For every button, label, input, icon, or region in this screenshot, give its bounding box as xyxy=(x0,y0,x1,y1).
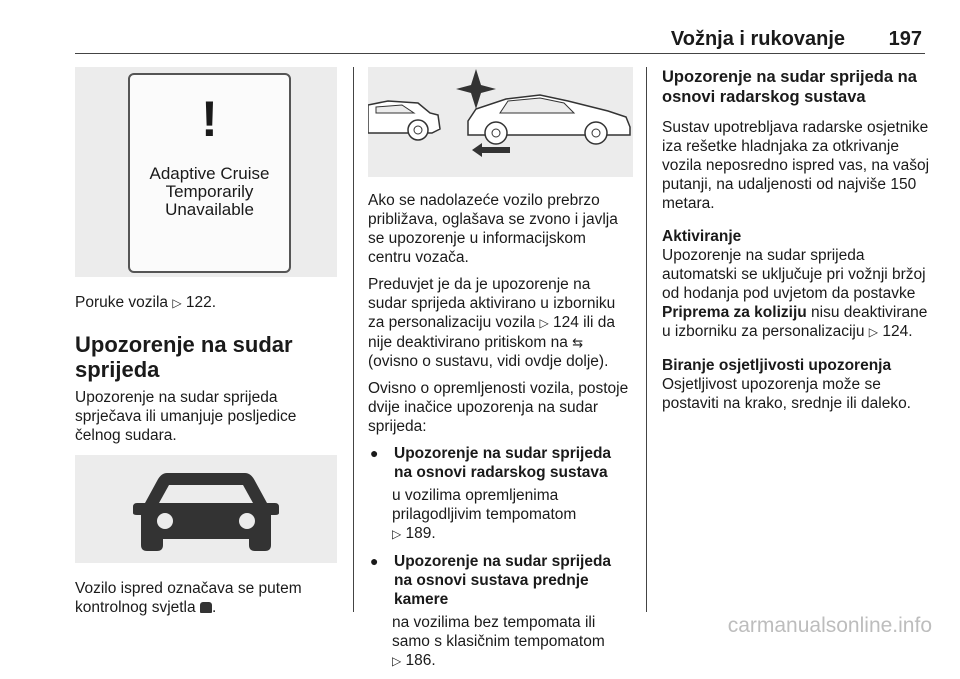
bullet-icon: ● xyxy=(370,553,379,569)
messages-ref[interactable]: 122. xyxy=(185,294,217,311)
messages-text: Poruke vozila xyxy=(75,294,169,311)
section-title: Upozorenje na sudar sprijeda xyxy=(75,332,293,382)
activation-text xyxy=(662,246,932,342)
page-number: 197 xyxy=(888,28,922,50)
column-divider-right xyxy=(646,67,647,612)
display-line-3: Unavailable xyxy=(165,200,254,219)
display-message xyxy=(130,165,289,219)
activation-ref[interactable]: 124. xyxy=(882,323,913,340)
bullet-icon: ● xyxy=(370,445,379,461)
bullet-camera-title: Upozorenje na sudar sprijeda na osnovi sustava prednje kamere xyxy=(394,553,612,608)
collision-sensitivity-icon: ⇆ xyxy=(572,335,584,350)
collision-figure xyxy=(368,67,633,177)
prerequisite-body: Preduvjet je da je upozorenje na sudar sprijeda aktivirano u izborniku za personalizaciju vozila xyxy=(368,276,616,331)
intro-text: Upozorenje na sudar sprijeda sprječava ili umanjuje posljedice čelnog sudara. xyxy=(75,389,297,444)
header-rule xyxy=(75,53,925,54)
lamp-text xyxy=(75,579,337,617)
display-line-2: Temporarily xyxy=(165,182,254,201)
exclamation-icon: ! xyxy=(201,91,218,147)
car-front-icon xyxy=(200,602,212,613)
activation-heading: Aktiviranje xyxy=(662,228,742,245)
display-line-1: Adaptive Cruise xyxy=(149,164,270,183)
prerequisite-end: (ovisno o sustavu, vidi ovdje dolje). xyxy=(368,353,609,370)
radar-section-title: Upozorenje na sudar sprijeda na osnovi radarskog sustava xyxy=(662,68,917,106)
triangle-right-icon: ▷ xyxy=(392,527,402,541)
watermark: carmanualsonline.info xyxy=(727,614,932,637)
driver-info-display xyxy=(128,73,291,273)
triangle-right-icon: ▷ xyxy=(539,316,549,330)
bullet-radar-desc xyxy=(368,486,633,544)
bullet-radar-text: u vozilima opremljenima prilagodljivim tempomatom xyxy=(392,487,577,523)
car-front-icon xyxy=(75,455,337,563)
car-lamp-figure xyxy=(75,455,337,563)
column-1 xyxy=(75,67,337,625)
bullet-camera xyxy=(368,552,633,609)
triangle-right-icon: ▷ xyxy=(868,325,879,339)
radar-description: Sustav upotrebljava radarske osjetnike iza rešetke hladnjaka za otkrivanje vozila neposredno ispred vas, na vašoj putanji, na udaljenosti od najviše 150 metara. xyxy=(662,119,930,212)
bullet-radar xyxy=(368,444,633,482)
column-2 xyxy=(368,67,633,679)
variants-text: Ovisno o opremljenosti vozila, postoje dvije inačice upozorenja na sudar sprijeda: xyxy=(368,380,629,435)
triangle-right-icon: ▷ xyxy=(172,296,182,310)
bullet-radar-title: Upozorenje na sudar sprijeda na osnovi radarskog sustava xyxy=(394,445,612,481)
activation-setting: Priprema za koliziju xyxy=(662,304,807,321)
lamp-text-body: Vozilo ispred označava se putem kontrolnog svjetla xyxy=(75,580,302,616)
column-3 xyxy=(662,67,932,421)
bullet-camera-desc xyxy=(368,613,633,671)
warning-text: Ako se nadolazeće vozilo prebrzo približava, oglašava se zvono i javlja se upozorenje u informacijskom centru vozača. xyxy=(368,192,618,266)
collision-illustration xyxy=(368,67,633,177)
messages-reference xyxy=(75,293,337,313)
prerequisite-ref[interactable]: 124 ili da nije deaktivirano pritiskom na xyxy=(368,314,616,351)
activation-text-b: nisu deaktivirane u izborniku za personalizaciju xyxy=(662,304,928,340)
column-divider-left xyxy=(353,67,354,612)
sensitivity-heading: Biranje osjetljivosti upozorenja xyxy=(662,357,892,374)
lamp-text-end: . xyxy=(211,599,217,616)
bullet-camera-ref[interactable]: 186. xyxy=(405,652,436,669)
sensitivity-text: Osjetljivost upozorenja može se postaviti na krako, srednje ili daleko. xyxy=(662,376,911,412)
activation-text-a: Upozorenje na sudar sprijeda automatski se uključuje pri vožnji bržoj od hodanja pod uvjetom da postavke xyxy=(662,247,926,302)
bullet-camera-text: na vozilima bez tempomata ili samo s klasičnim tempomatom xyxy=(392,614,605,650)
prerequisite-text xyxy=(368,275,633,371)
display-figure xyxy=(75,67,337,277)
page-header-title: Vožnja i rukovanje xyxy=(670,28,845,50)
bullet-radar-ref[interactable]: 189. xyxy=(405,525,436,542)
triangle-right-icon: ▷ xyxy=(392,654,402,668)
